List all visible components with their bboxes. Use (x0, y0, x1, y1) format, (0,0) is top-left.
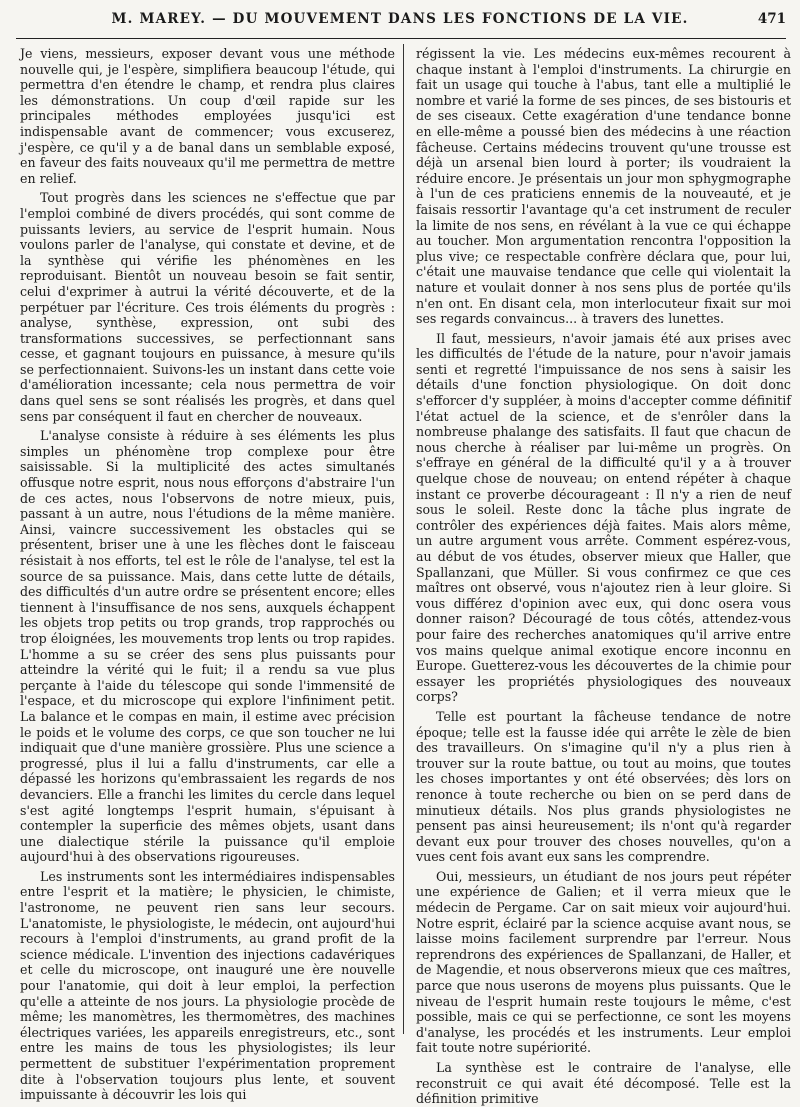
paragraph: La synthèse est le contraire de l'analyse, elle reconstruit ce qui avait été décomposé. Telle est la définition primitive (416, 1060, 791, 1107)
paragraph: régissent la vie. Les médecins eux-mêmes recourent à chaque instant à l'emploi d'instruments. La chirurgie en fait un usage qui touche à l'abus, tant elle a multiplié le nombre et varié la forme de ses pinces, de ses bistouris et de ses ciseaux. Cette exagération d'une tendance bonne en elle-même a poussé bien des médecins à une réaction fâcheuse. Certains médecins trouvent qu'une trousse est déjà un arsenal bien lourd à porter; ils voudraient la réduire encore. Je présentais un jour mon sphygmographe à l'un de ces praticiens ennemis de la nouveauté, et je faisais ressortir l'avantage qu'a cet instrument de reculer la limite de nos sens, en révélant à la vue ce qui échappe au toucher. Mon argumentation rencontra l'opposition la plus vive; ce respectable confrère déclara que, pour lui, c'était une mauvaise tendance que celle qui violentait la nature et voulait donner à nos sens plus de portée qu'ils n'en ont. En disant cela, mon interlocuteur fixait sur moi ses regards convaincus... à travers des lunettes. (416, 46, 791, 327)
left-column (20, 46, 395, 1103)
page-number: 471 (757, 11, 786, 27)
paragraph: Il faut, messieurs, n'avoir jamais été aux prises avec les difficultés de l'étude de la nature, pour n'avoir jamais senti et regretté l'impuissance de nos sens à saisir les détails d'une fonction physiologique. On doit donc s'efforcer d'y suppléer, à moins d'accepter comme définitif l'état actuel de la science, et de s'enrôler dans la nombreuse phalange des satisfaits. Il faut que chacun de nous cherche à réaliser par lui-même un progrès. On s'effraye en général de la difficulté qu'il y a à trouver quelque chose de nouveau; on entend répéter à chaque instant ce proverbe décourageant : Il n'y a rien de neuf sous le soleil. Reste donc la tâche plus ingrate de contrôler des expériences déjà faites. Mais alors même, un autre argument vous arrête. Comment espérez-vous, au début de vos études, observer mieux que Haller, que Spallanzani, que Müller. Si vous confirmez ce que ces maîtres ont observé, vous n'ajoutez rien à leur gloire. Si vous différez d'opinion avec eux, qui donc osera vous donner raison? Découragé de tous côtés, attendez-vous pour faire des recherches anatomiques qu'il arrive entre vos mains quelque animal exotique encore inconnu en Europe. Guetterez-vous les découvertes de la chimie pour essayer les propriétés physiologiques des nouveaux corps? (416, 330, 791, 705)
paragraph: Oui, messieurs, un étudiant de nos jours peut répéter une expérience de Galien; et il verra mieux que le médecin de Pergame. Car on sait mieux voir aujourd'hui. Notre esprit, éclairé par la science acquise avant nous, se laisse moins facilement surprendre par l'erreur. Nous reprendrons des expériences de Spallanzani, de Haller, et de Magendie, et nous observerons mieux que ces maîtres, parce que nous userons de moyens plus puissants. Que le niveau de l'esprit humain reste toujours le même, c'est possible, mais ce qui se perfectionne, ce sont les moyens d'analyse, les procédés et les instruments. Leur emploi fait toute notre supériorité. (416, 868, 791, 1056)
paragraph: Les instruments sont les intermédiaires indispensables entre l'esprit et la matière; le physicien, le chimiste, l'astronome, ne peuvent rien sans leur secours. L'anatomiste, le physiologiste, le médecin, ont aujourd'hui recours à l'emploi d'instruments, au grand profit de la science médicale. L'invention des injections cadavériques et celle du microscope, ont inauguré une ère nouvelle pour l'anatomie, qui doit à leur emploi, la perfection qu'elle a atteinte de nos jours. La physiologie procède de même; les manomètres, les thermomètres, des machines électriques variées, les appareils enregistreurs, etc., sont entre les mains de tous les physiologistes; ils leur permettent de substituer l'expérimentation proprement dite à l'observation toujours plus lente, et souvent impuissante à découvrir les lois qui (20, 868, 395, 1103)
paragraph: Je viens, messieurs, exposer devant vous une méthode nouvelle qui, je l'espère, simplifiera beaucoup l'étude, qui permettra d'en étendre le champ, et rendra plus claires les démonstrations. Un coup d'œil rapide sur les principales méthodes employées jusqu'ici est indispensable avant de commencer; vous excuserez, j'espère, ce qu'il y a de banal dans un semblable exposé, en faveur des faits nouveaux qu'il me permettra de mettre en relief. (20, 46, 395, 186)
paragraph: Telle est pourtant la fâcheuse tendance de notre époque; telle est la fausse idée qui arrête le zèle de bien des travailleurs. On s'imagine qu'il n'y a plus rien à trouver sur la route battue, ou tout au moins, que toutes les choses importantes y ont été observées; dès lors on renonce à toute recherche ou bien on se perd dans de minutieux détails. Nos plus grands physiologistes ne pensent pas ainsi heureusement; ils n'ont qu'à regarder devant eux pour trouver des choses nouvelles, qu'on a vues cent fois avant eux sans les comprendre. (416, 708, 791, 865)
paragraph: L'analyse consiste à réduire à ses éléments les plus simples un phénomène trop complexe pour être saisissable. Si la multiplicité des actes simultanés offusque notre esprit, nous nous efforçons d'abstraire l'un de ces actes, nous l'observons de notre mieux, puis, passant à un autre, nous l'étudions de la même manière. Ainsi, vaincre successivement les obstacles qui se présentent, briser une à une les flèches dont le faisceau résistait à nos efforts, tel est le rôle de l'analyse, tel est la source de sa puissance. Mais, dans cette lutte de détails, des difficultés d'un autre ordre se présentent encore; elles tiennent à l'insuffisance de nos sens, auxquels échappent les objets trop petits ou trop grands, trop rapprochés ou trop éloignées, les mouvements trop lents ou trop rapides. L'homme a su se créer des sens plus puissants pour atteindre la vérité qui le fuit; il a rendu sa vue plus perçante à l'aide du télescope qui sonde l'immensité de l'espace, et du microscope qui explore l'infiniment petit. La balance et le compas en main, il estime avec précision le poids et le volume des corps, ce que son toucher ne lui indiquait que d'une manière grossière. Plus une science a progressé, plus il lui a fallu d'instruments, car elle a dépassé les horizons qu'embrassaient les regards de nos devanciers. Elle a franchi les limites du cercle dans lequel s'est agité longtemps l'esprit humain, s'épuisant à contempler la superficie des mêmes objets, usant dans une dialectique stérile la puissance qu'il emploie aujourd'hui à des observations rigoureuses. (20, 428, 395, 865)
header-rule (16, 38, 786, 39)
page-header (10, 11, 790, 31)
paragraph: Tout progrès dans les sciences ne s'effectue que par l'emploi combiné de divers procédés, qui sont comme de puissants leviers, au service de l'esprit humain. Nous voulons parler de l'analyse, qui constate et devine, et de la synthèse qui vérifie les phénomènes en les reproduisant. Bientôt un nouveau besoin se fait sentir, celui d'exprimer à autrui la vérité découverte, et de la perpétuer par l'écriture. Ces trois éléments du progrès : analyse, synthèse, expression, ont subi des transformations successives, se perfectionnant sans cesse, et gagnant toujours en puissance, à mesure qu'ils se perfectionnaient. Suivons-les un instant dans cette voie d'amélioration incessante; cela nous permettra de voir dans quel sens se sont réalisés les progrès, et dans quel sens par conséquent il faut en chercher de nouveaux. (20, 190, 395, 424)
right-column (416, 46, 791, 1107)
running-head: M. MAREY. — DU MOUVEMENT DANS LES FONCTIONS DE LA VIE. (111, 11, 689, 27)
column-divider (403, 44, 404, 1034)
